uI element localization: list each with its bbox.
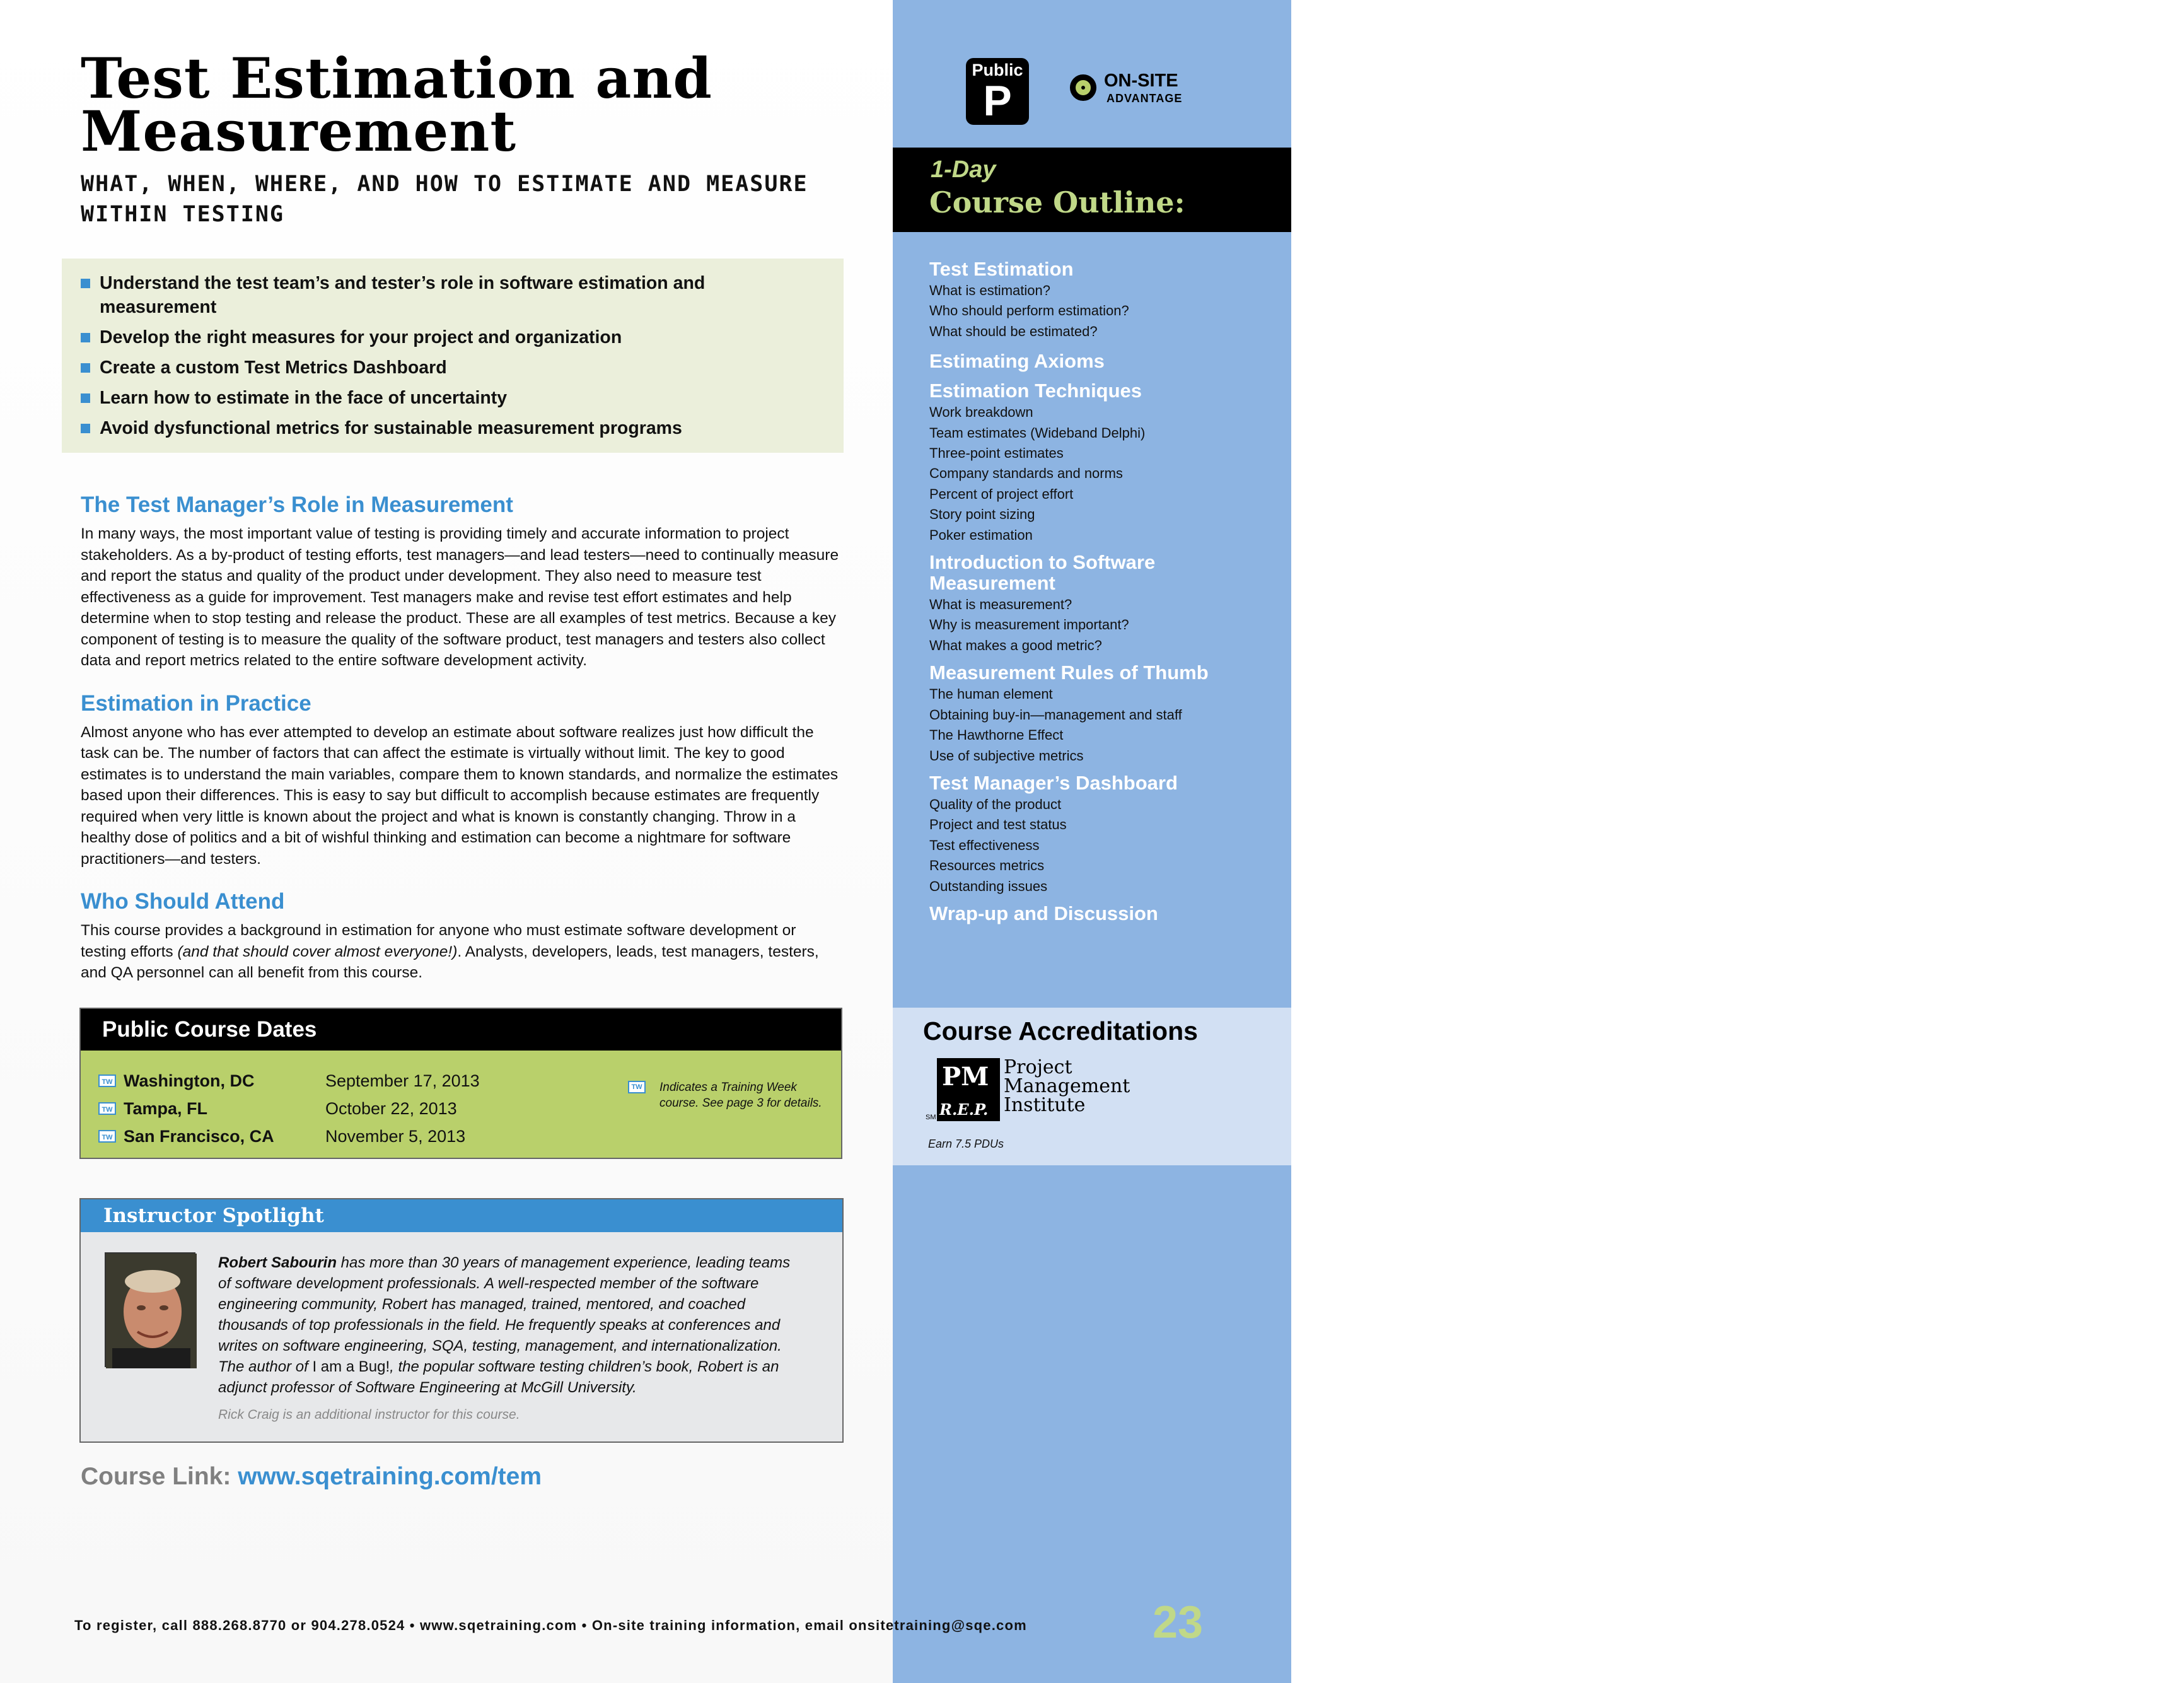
date-value: November 5, 2013 [325,1126,466,1146]
pmi-name: Project Management Institute [1004,1056,1130,1116]
training-week-icon: TW [98,1130,116,1143]
additional-instructor-note: Rick Craig is an additional instructor for this course. [218,1407,520,1422]
course-description [81,491,844,1001]
public-logo-icon [966,58,1029,125]
outline-section-title: Wrap-up and Discussion [929,902,1158,924]
outline-item: Three-point estimates [929,445,1064,462]
onsite-logo-line1: ON-SITE [1104,71,1178,91]
course-link-label: Course Link: [81,1463,231,1490]
date-value: September 17, 2013 [325,1071,480,1090]
outline-section [929,351,1270,371]
pmi-logo-mark [937,1058,1000,1121]
instructor-bio [218,1252,804,1398]
date-row [98,1093,457,1121]
outline-item: Quality of the product [929,796,1062,812]
section-heading-role: The Test Manager’s Role in Measurement [81,492,513,517]
pdu-credit: Earn 7.5 PDUs [928,1138,1004,1150]
outline-item: Use of subjective metrics [929,747,1084,764]
outline-item: The human element [929,686,1053,702]
section-text-attend [81,920,844,984]
training-week-note-text: Indicates a Training Week course. See page 3 for details. [659,1081,822,1110]
training-week-icon: TW [628,1081,646,1093]
benefit-item: Avoid dysfunctional metrics for sustainable measurement programs [100,416,781,440]
onsite-advantage-logo [1070,71,1221,114]
instructor-name: Robert Sabourin [218,1254,337,1271]
outline-item: The Hawthorne Effect [929,727,1064,743]
bio-part-a: has more than 30 years of management experience, leading teams of software development professionals. A well-respected member of the software engineering community, Robert has managed, trained, mentored, and coached thousands of top professionals in the field. He frequently speaks at conferences and writes on software engineering, SQA, testing, management, and internationalization. The author of [218,1254,791,1375]
date-row [98,1066,480,1093]
instructor-spotlight [79,1198,844,1443]
outline-item: Work breakdown [929,404,1033,421]
outline-item: Team estimates (Wideband Delphi) [929,424,1146,441]
training-week-icon: TW [98,1074,116,1087]
section-heading-practice: Estimation in Practice [81,690,311,716]
public-course-dates [79,1008,842,1159]
outline-section [929,662,1270,766]
outline-section [929,380,1270,545]
outline-item: Who should perform estimation? [929,303,1129,319]
benefit-item: Learn how to estimate in the face of uncertainty [100,386,781,410]
learning-options-title: Learning Options [1901,23,2069,45]
benefits-list [62,259,844,440]
outline-item: Resources metrics [929,858,1045,874]
training-week-icon: TW [98,1102,116,1115]
bio-part-b: , the popular software testing children’s book, Robert is an adjunct professor of Software Engineering at McGill University. [218,1358,779,1396]
outline-item: Why is measurement important? [929,617,1129,633]
instructor-photo [105,1252,195,1367]
public-logo-word: Public [972,61,1023,79]
book-title: I am a Bug! [312,1358,390,1375]
date-city: Washington, DC [124,1071,255,1090]
outline-section [929,772,1270,897]
outline-item: Project and test status [929,817,1067,833]
benefits-box [62,259,844,453]
course-link [81,1463,542,1491]
outline-section-title: Estimation Techniques [929,380,1142,402]
outline-section-title: Test Manager’s Dashboard [929,771,1178,794]
public-logo-letter: P [983,77,1012,125]
outline-item: Story point sizing [929,506,1035,523]
outline-section [929,259,1270,342]
attend-text-a: This course provides a background in estimation for anyone who must estimate software development or testing efforts [81,922,796,960]
benefit-item: Create a custom Test Metrics Dashboard [100,356,781,380]
date-city: Tampa, FL [124,1098,208,1118]
benefit-item: Understand the test team’s and tester’s role in software estimation and measurement [100,271,781,319]
outline-section [929,552,1270,656]
outline-item: Obtaining buy-in—management and staff [929,706,1182,723]
instructor-portrait-image [106,1254,197,1368]
onsite-logo-line2: ADVANTAGE [1107,92,1183,105]
course-outline-list [929,252,1270,925]
course-duration: 1-Day [931,156,996,183]
outline-item: What should be estimated? [929,323,1098,339]
outline-section-title: Test Estimation [929,258,1074,280]
outline-item: Test effectiveness [929,837,1040,853]
outline-item: What is measurement? [929,597,1072,613]
course-link-url[interactable]: www.sqetraining.com/tem [238,1463,542,1490]
main-content [0,0,893,1683]
course-accreditations [893,1008,1291,1165]
outline-item: What makes a good metric? [929,637,1102,653]
pmi-logo-letters: PM [942,1062,989,1092]
target-icon [1070,74,1096,101]
outline-item: Poker estimation [929,527,1033,543]
outline-section-title: Introduction to Software Measurement [929,551,1156,595]
pmi-sm-mark: SM [926,1114,936,1121]
dates-heading: Public Course Dates [81,1009,841,1051]
course-outline-header [893,148,1291,232]
date-value: October 22, 2013 [325,1098,457,1118]
outline-section-title: Measurement Rules of Thumb [929,661,1209,684]
section-text-practice: Almost anyone who has ever attempted to develop an estimate about software realizes just how difficult the task can be. The number of factors that can affect the estimate is virtually without limit. The key to good estimates is to understand the main variables, compare them to known standards, and normalize the estimates based upon their differences. This is easy to say but difficult to accomplish because estimates are frequently required when very little is known about the project and what is known is constantly changing. Throw in a healthy dose of politics and a bit of wishful thinking and estimation can become a nightmare for software practitioners—and testers. [81,723,839,868]
attend-text-b: . Analysts, developers, leads, test managers, testers, and QA personnel can all benefit from this course. [81,943,819,981]
outline-item: What is estimation? [929,282,1050,298]
spotlight-heading: Instructor Spotlight [81,1199,842,1232]
outline-item: Percent of project effort [929,486,1074,502]
section-text-role: In many ways, the most important value of testing is providing timely and accurate information to project stakeholders. As a by-product of testing efforts, test managers—and lead testers—need to continually measure and report the status and quality of the product under development. They also need to measure test effectiveness as a guide for improvement. Test managers make and revise test effort estimates and help determine when to stop testing and release the product. These are all examples of test metrics. Because a key component of testing is to measure the quality of the software product, test managers and testers also collect data and report metrics related to the entire software development activity. [81,525,839,669]
page-subtitle: WHAT, WHEN, WHERE, AND HOW TO ESTIMATE AND MEASURE WITHIN TESTING [81,172,808,227]
section-heading-attend: Who Should Attend [81,889,285,914]
title-line-2: Measurement [81,98,517,164]
outline-section [929,903,1270,924]
outline-item: Outstanding issues [929,878,1048,894]
title-line-1: Test Estimation and [81,45,712,111]
pmi-logo [926,1056,1130,1129]
attend-text-em: (and that should cover almost everyone!) [177,943,458,960]
accreditations-heading: Course Accreditations [923,1016,1198,1045]
training-week-note [631,1080,823,1111]
date-city: San Francisco, CA [124,1126,274,1146]
course-outline-title: Course Outline: [929,185,1185,219]
benefit-item: Develop the right measures for your project and organization [100,325,781,349]
outline-item: Company standards and norms [929,465,1123,482]
footer-register: To register, call 888.268.8770 or 904.278.0524 • www.sqetraining.com • On-site training information, email onsitetraining@sqe.com [74,1617,1027,1633]
date-row [98,1121,465,1149]
page-title [81,45,837,164]
pmi-rep-label: R.E.P. [939,1100,989,1119]
outline-section-title: Estimating Axioms [929,350,1105,373]
page-number: 23 [1153,1597,1204,1648]
